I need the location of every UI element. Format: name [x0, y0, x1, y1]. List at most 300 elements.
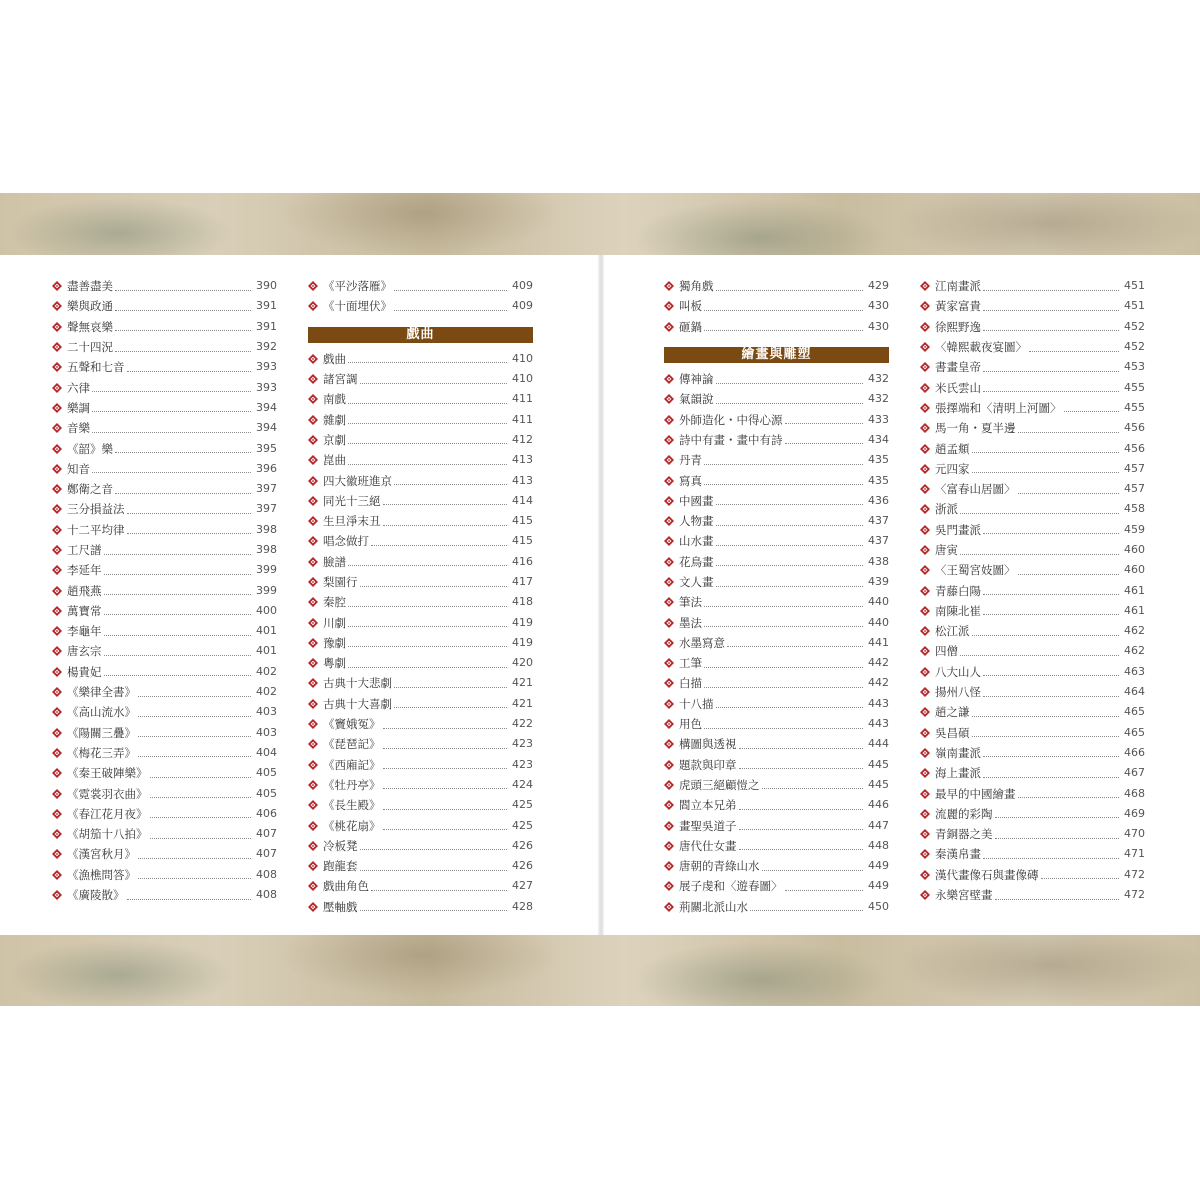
diamond-bullet-icon: [308, 281, 318, 291]
toc-entry-page-number: 472: [1124, 888, 1145, 902]
diamond-bullet-icon: [308, 557, 318, 567]
diamond-bullet-icon: [308, 455, 318, 465]
toc-entry-page-number: 455: [1124, 380, 1145, 394]
toc-entry: [664, 389, 889, 409]
diamond-bullet-icon: [920, 464, 930, 474]
diamond-bullet-icon: [920, 362, 930, 372]
diamond-bullet-icon: [52, 545, 62, 555]
toc-entry-title: 揚州八怪: [935, 685, 981, 700]
toc-entry-title: 吳昌碩: [935, 725, 970, 740]
diamond-bullet-icon: [52, 789, 62, 799]
diamond-bullet-icon: [920, 586, 930, 596]
diamond-bullet-icon: [52, 870, 62, 880]
dot-leader: [348, 443, 507, 444]
dot-leader: [960, 554, 1119, 555]
diamond-bullet-icon: [920, 667, 930, 677]
dot-leader: [995, 899, 1120, 900]
toc-entry-page-number: 423: [512, 757, 533, 771]
diamond-bullet-icon: [308, 354, 318, 364]
toc-entry-page-number: 465: [1124, 705, 1145, 719]
toc-entry: [308, 511, 533, 531]
toc-entry: [664, 856, 889, 876]
diamond-bullet-icon: [664, 374, 674, 384]
toc-column-4: [920, 276, 1145, 905]
dot-leader: [138, 756, 251, 757]
toc-entry-page-number: 434: [868, 432, 889, 446]
toc-entry-page-number: 413: [512, 473, 533, 487]
toc-entry-title: 三分損益法: [67, 502, 125, 517]
diamond-bullet-icon: [664, 780, 674, 790]
dot-leader: [115, 290, 251, 291]
toc-entry-page-number: 443: [868, 717, 889, 731]
toc-entry: [308, 815, 533, 835]
dot-leader: [383, 525, 508, 526]
toc-entry-page-number: 456: [1124, 421, 1145, 435]
toc-entry: [52, 377, 277, 397]
diamond-bullet-icon: [664, 638, 674, 648]
toc-entry-page-number: 426: [512, 838, 533, 852]
toc-entry-page-number: 445: [868, 757, 889, 771]
diamond-bullet-icon: [52, 707, 62, 717]
toc-entry-title: 梨園行: [323, 575, 358, 589]
toc-entry: [52, 743, 277, 763]
toc-entry: [920, 783, 1145, 803]
dot-leader: [716, 586, 864, 587]
toc-entry: [664, 755, 889, 775]
toc-entry-page-number: 470: [1124, 827, 1145, 841]
section-header: 繪畫與雕塑: [664, 347, 889, 363]
diamond-bullet-icon: [664, 861, 674, 871]
toc-entry-title: 虎頭三絕顧愷之: [679, 777, 760, 792]
toc-entry: [52, 824, 277, 844]
diamond-bullet-icon: [920, 728, 930, 738]
dot-leader: [394, 484, 507, 485]
toc-entry-title: 粵劇: [323, 656, 346, 671]
toc-entry: [52, 580, 277, 600]
diamond-bullet-icon: [920, 565, 930, 575]
toc-entry-page-number: 413: [512, 453, 533, 467]
toc-entry-title: 冷板凳: [323, 838, 358, 853]
dot-leader: [972, 452, 1120, 453]
toc-entry-page-number: 453: [1124, 360, 1145, 374]
toc-entry-page-number: 419: [512, 635, 533, 649]
toc-entry: [308, 694, 533, 714]
toc-entry: [52, 763, 277, 783]
toc-entry: [308, 592, 533, 612]
diamond-bullet-icon: [308, 699, 318, 709]
dot-leader: [394, 290, 507, 291]
toc-entry-page-number: 452: [1124, 319, 1145, 333]
dot-leader: [716, 565, 864, 566]
toc-entry: [308, 653, 533, 673]
toc-entry-page-number: 463: [1124, 664, 1145, 678]
dot-leader: [394, 310, 507, 311]
toc-entry-page-number: 444: [868, 737, 889, 751]
diamond-bullet-icon: [308, 719, 318, 729]
toc-entry-title: 用色: [679, 717, 702, 732]
toc-entry: [664, 572, 889, 592]
toc-entry: [308, 897, 533, 917]
toc-entry: [664, 531, 889, 551]
diamond-bullet-icon: [664, 301, 674, 311]
toc-entry-title: 臉譜: [323, 554, 346, 569]
toc-entry-page-number: 402: [256, 664, 277, 678]
toc-entry-title: 筆法: [679, 595, 702, 610]
toc-entry-page-number: 398: [256, 522, 277, 536]
diamond-bullet-icon: [664, 800, 674, 810]
toc-entry-page-number: 409: [512, 279, 533, 293]
toc-entry-title: 二十四況: [67, 340, 113, 355]
toc-entry-title: 黃家富貴: [935, 299, 981, 314]
toc-entry: [664, 369, 889, 389]
toc-entry-title: 雜劇: [323, 412, 346, 427]
diamond-bullet-icon: [308, 597, 318, 607]
toc-entry-title: 丹青: [679, 453, 702, 468]
toc-entry: [920, 824, 1145, 844]
toc-entry: [920, 337, 1145, 357]
toc-entry-page-number: 393: [256, 360, 277, 374]
diamond-bullet-icon: [52, 829, 62, 839]
diamond-bullet-icon: [664, 841, 674, 851]
toc-entry-title: 同光十三絕: [323, 493, 381, 508]
diamond-bullet-icon: [52, 586, 62, 596]
dot-leader: [983, 756, 1119, 757]
toc-entry-title: 《梅花三弄》: [67, 745, 136, 760]
toc-entry-title: 工尺譜: [67, 543, 102, 557]
dot-leader: [750, 910, 863, 911]
toc-entry: [52, 621, 277, 641]
toc-entry: [664, 876, 889, 896]
dot-leader: [1018, 432, 1120, 433]
toc-entry-page-number: 440: [868, 615, 889, 629]
toc-entry: [664, 491, 889, 511]
dot-leader: [785, 423, 864, 424]
diamond-bullet-icon: [664, 455, 674, 465]
dot-leader: [739, 809, 864, 810]
dot-leader: [360, 383, 508, 384]
toc-entry: [920, 377, 1145, 397]
toc-entry-page-number: 449: [868, 859, 889, 873]
toc-entry-title: 漢代畫像石與畫像磚: [935, 867, 1039, 882]
diamond-bullet-icon: [920, 342, 930, 352]
book-gutter: [598, 255, 604, 935]
toc-entry-title: 唐朝的青綠山水: [679, 859, 760, 874]
toc-entry-title: 《樂律全書》: [67, 685, 136, 700]
dot-leader: [983, 614, 1119, 615]
toc-entry: [920, 296, 1145, 316]
toc-entry-title: 古典十大悲劇: [323, 676, 392, 691]
dot-leader: [115, 310, 251, 311]
toc-entry-title: 青藤白陽: [935, 583, 981, 598]
toc-entry-page-number: 399: [256, 583, 277, 597]
diamond-bullet-icon: [308, 658, 318, 668]
toc-entry: [664, 673, 889, 693]
toc-entry-page-number: 428: [512, 899, 533, 913]
toc-entry-page-number: 393: [256, 380, 277, 394]
toc-entry-page-number: 407: [256, 827, 277, 841]
dot-leader: [1064, 411, 1120, 412]
toc-entry-page-number: 449: [868, 879, 889, 893]
toc-entry-title: 四大徽班進京: [323, 473, 392, 488]
toc-entry: [52, 479, 277, 499]
diamond-bullet-icon: [52, 809, 62, 819]
dot-leader: [360, 849, 508, 850]
diamond-bullet-icon: [52, 890, 62, 900]
dot-leader: [348, 403, 507, 404]
diamond-bullet-icon: [308, 435, 318, 445]
dot-leader: [383, 504, 508, 505]
toc-entry-title: 題款與印章: [679, 757, 737, 772]
toc-entry-title: 山水畫: [679, 534, 714, 549]
landscape-painting-banner-top: [0, 193, 1200, 255]
dot-leader: [762, 788, 864, 789]
diamond-bullet-icon: [664, 597, 674, 607]
diamond-bullet-icon: [920, 849, 930, 859]
dot-leader: [983, 371, 1119, 372]
toc-entry: [308, 531, 533, 551]
toc-entry: [664, 815, 889, 835]
toc-entry-title: 諸宮調: [323, 372, 358, 387]
toc-entry-title: 流麗的彩陶: [935, 806, 993, 821]
toc-entry: [52, 438, 277, 458]
diamond-bullet-icon: [308, 476, 318, 486]
toc-entry-title: 《平沙落雁》: [323, 279, 392, 294]
toc-entry: [52, 418, 277, 438]
diamond-bullet-icon: [308, 739, 318, 749]
dot-leader: [739, 829, 864, 830]
toc-entry-page-number: 433: [868, 412, 889, 426]
dot-leader: [150, 838, 252, 839]
toc-entry-title: 最早的中國繪畫: [935, 786, 1016, 801]
toc-entry-page-number: 401: [256, 624, 277, 638]
toc-entry-page-number: 462: [1124, 624, 1145, 638]
toc-entry: [52, 682, 277, 702]
dot-leader: [394, 687, 507, 688]
toc-entry-title: 砸鍋: [679, 319, 702, 334]
toc-entry: [308, 673, 533, 693]
toc-entry-page-number: 471: [1124, 847, 1145, 861]
toc-entry-title: 《秦王破陣樂》: [67, 766, 148, 781]
diamond-bullet-icon: [664, 658, 674, 668]
dot-leader: [960, 655, 1119, 656]
toc-entry: [920, 520, 1145, 540]
toc-entry-title: 中國畫: [679, 493, 714, 508]
dot-leader: [360, 870, 508, 871]
toc-entry-page-number: 472: [1124, 867, 1145, 881]
toc-entry-page-number: 437: [868, 514, 889, 528]
toc-entry-title: 京劇: [323, 432, 346, 447]
toc-entry-page-number: 419: [512, 615, 533, 629]
toc-entry-page-number: 420: [512, 656, 533, 670]
dot-leader: [348, 423, 507, 424]
diamond-bullet-icon: [52, 281, 62, 291]
toc-entry-title: 墨法: [679, 615, 702, 630]
toc-entry-page-number: 446: [868, 798, 889, 812]
diamond-bullet-icon: [52, 362, 62, 372]
diamond-bullet-icon: [920, 383, 930, 393]
diamond-bullet-icon: [920, 646, 930, 656]
toc-entry-title: 萬寶常: [67, 603, 102, 618]
toc-entry: [52, 540, 277, 560]
diamond-bullet-icon: [52, 464, 62, 474]
dot-leader: [727, 646, 863, 647]
toc-entry-page-number: 466: [1124, 745, 1145, 759]
toc-entry-page-number: 399: [256, 563, 277, 577]
dot-leader: [716, 504, 864, 505]
toc-entry: [308, 633, 533, 653]
dot-leader: [383, 748, 508, 749]
toc-entry: [308, 369, 533, 389]
toc-column-1: [52, 276, 277, 905]
toc-entry-title: 《韶》樂: [67, 441, 113, 456]
toc-entry-page-number: 464: [1124, 685, 1145, 699]
toc-entry: [920, 499, 1145, 519]
toc-entry-page-number: 392: [256, 340, 277, 354]
toc-entry-title: 趙孟頫: [935, 441, 970, 456]
toc-entry-title: 《牡丹亭》: [323, 777, 381, 792]
diamond-bullet-icon: [664, 322, 674, 332]
dot-leader: [972, 472, 1120, 473]
toc-entry-title: 知音: [67, 461, 90, 476]
toc-entry-title: 構圖與透視: [679, 737, 737, 752]
diamond-bullet-icon: [308, 496, 318, 506]
dot-leader: [348, 626, 507, 627]
diamond-bullet-icon: [664, 739, 674, 749]
diamond-bullet-icon: [52, 768, 62, 778]
diamond-bullet-icon: [664, 394, 674, 404]
toc-entry-title: 五聲和七音: [67, 360, 125, 375]
dot-leader: [92, 391, 251, 392]
diamond-bullet-icon: [308, 780, 318, 790]
toc-entry: [664, 409, 889, 429]
toc-entry: [920, 682, 1145, 702]
toc-entry-title: 唐代仕女畫: [679, 838, 737, 853]
toc-entry: [920, 276, 1145, 296]
toc-entry-page-number: 423: [512, 737, 533, 751]
dot-leader: [394, 707, 507, 708]
toc-entry-title: 趙飛燕: [67, 583, 102, 598]
toc-entry-title: 南陳北崔: [935, 603, 981, 618]
toc-entry: [52, 276, 277, 296]
toc-entry: [920, 438, 1145, 458]
toc-entry-title: 水墨寫意: [679, 635, 725, 650]
toc-entry: [920, 357, 1145, 377]
diamond-bullet-icon: [52, 342, 62, 352]
diamond-bullet-icon: [308, 902, 318, 912]
toc-entry-title: 詩中有畫・畫中有詩: [679, 432, 783, 447]
toc-entry: [920, 885, 1145, 905]
dot-leader: [104, 675, 252, 676]
toc-entry: [664, 430, 889, 450]
toc-entry: [308, 876, 533, 896]
toc-entry-title: 海上畫派: [935, 766, 981, 781]
toc-entry-page-number: 465: [1124, 725, 1145, 739]
toc-entry: [664, 775, 889, 795]
toc-entry-title: 白描: [679, 676, 702, 691]
dot-leader: [115, 330, 251, 331]
toc-entry: [920, 702, 1145, 722]
dot-leader: [1018, 493, 1120, 494]
toc-entry: [52, 702, 277, 722]
toc-entry-title: 四僧: [935, 644, 958, 659]
diamond-bullet-icon: [920, 281, 930, 291]
dot-leader: [983, 675, 1119, 676]
diamond-bullet-icon: [664, 476, 674, 486]
dot-leader: [348, 362, 507, 363]
toc-entry-page-number: 455: [1124, 400, 1145, 414]
toc-entry-title: 唱念做打: [323, 534, 369, 549]
toc-entry-title: 秦腔: [323, 595, 346, 610]
toc-entry-page-number: 421: [512, 676, 533, 690]
dot-leader: [1029, 351, 1119, 352]
toc-entry: [52, 520, 277, 540]
toc-entry-page-number: 411: [512, 392, 533, 406]
dot-leader: [716, 707, 864, 708]
toc-entry: [308, 836, 533, 856]
diamond-bullet-icon: [664, 496, 674, 506]
dot-leader: [960, 513, 1119, 514]
toc-entry-page-number: 436: [868, 493, 889, 507]
toc-entry: [664, 450, 889, 470]
toc-entry-title: 永樂宮壁畫: [935, 888, 993, 903]
toc-entry-page-number: 401: [256, 644, 277, 658]
toc-entry-page-number: 408: [256, 867, 277, 881]
toc-entry: [664, 612, 889, 632]
toc-entry-title: 李延年: [67, 563, 102, 578]
toc-entry-title: 吳門畫派: [935, 522, 981, 537]
dot-leader: [115, 351, 251, 352]
dot-leader: [383, 809, 508, 810]
diamond-bullet-icon: [920, 707, 930, 717]
toc-entry-page-number: 405: [256, 786, 277, 800]
toc-entry-title: 馬一角・夏半邊: [935, 421, 1016, 436]
toc-entry: [920, 317, 1145, 337]
toc-entry-title: 江南畫派: [935, 279, 981, 294]
toc-entry: [308, 734, 533, 754]
dot-leader: [704, 667, 863, 668]
diamond-bullet-icon: [308, 374, 318, 384]
toc-entry: [664, 714, 889, 734]
toc-entry-title: 戲曲: [323, 351, 346, 366]
toc-entry-title: 畫聖吳道子: [679, 818, 737, 833]
dot-leader: [1018, 797, 1120, 798]
diamond-bullet-icon: [52, 565, 62, 575]
toc-entry: [52, 601, 277, 621]
toc-entry-title: 浙派: [935, 502, 958, 517]
toc-entry: [664, 653, 889, 673]
toc-entry: [920, 641, 1145, 661]
diamond-bullet-icon: [664, 719, 674, 729]
toc-entry: [52, 641, 277, 661]
toc-entry-title: 元四家: [935, 461, 970, 476]
toc-entry: [52, 459, 277, 479]
dot-leader: [1018, 574, 1120, 575]
dot-leader: [348, 464, 507, 465]
diamond-bullet-icon: [920, 789, 930, 799]
toc-entry-title: 《十面埋伏》: [323, 299, 392, 314]
toc-entry-title: 《桃花扇》: [323, 818, 381, 833]
toc-entry-page-number: 422: [512, 717, 533, 731]
dot-leader: [972, 736, 1120, 737]
toc-entry-title: 《高山流水》: [67, 705, 136, 720]
toc-entry-title: 豫劇: [323, 635, 346, 650]
toc-entry: [52, 804, 277, 824]
diamond-bullet-icon: [52, 667, 62, 677]
toc-entry: [920, 459, 1145, 479]
toc-entry-title: 《漢宮秋月》: [67, 847, 136, 862]
toc-entry-page-number: 430: [868, 299, 889, 313]
toc-entry-page-number: 451: [1124, 279, 1145, 293]
